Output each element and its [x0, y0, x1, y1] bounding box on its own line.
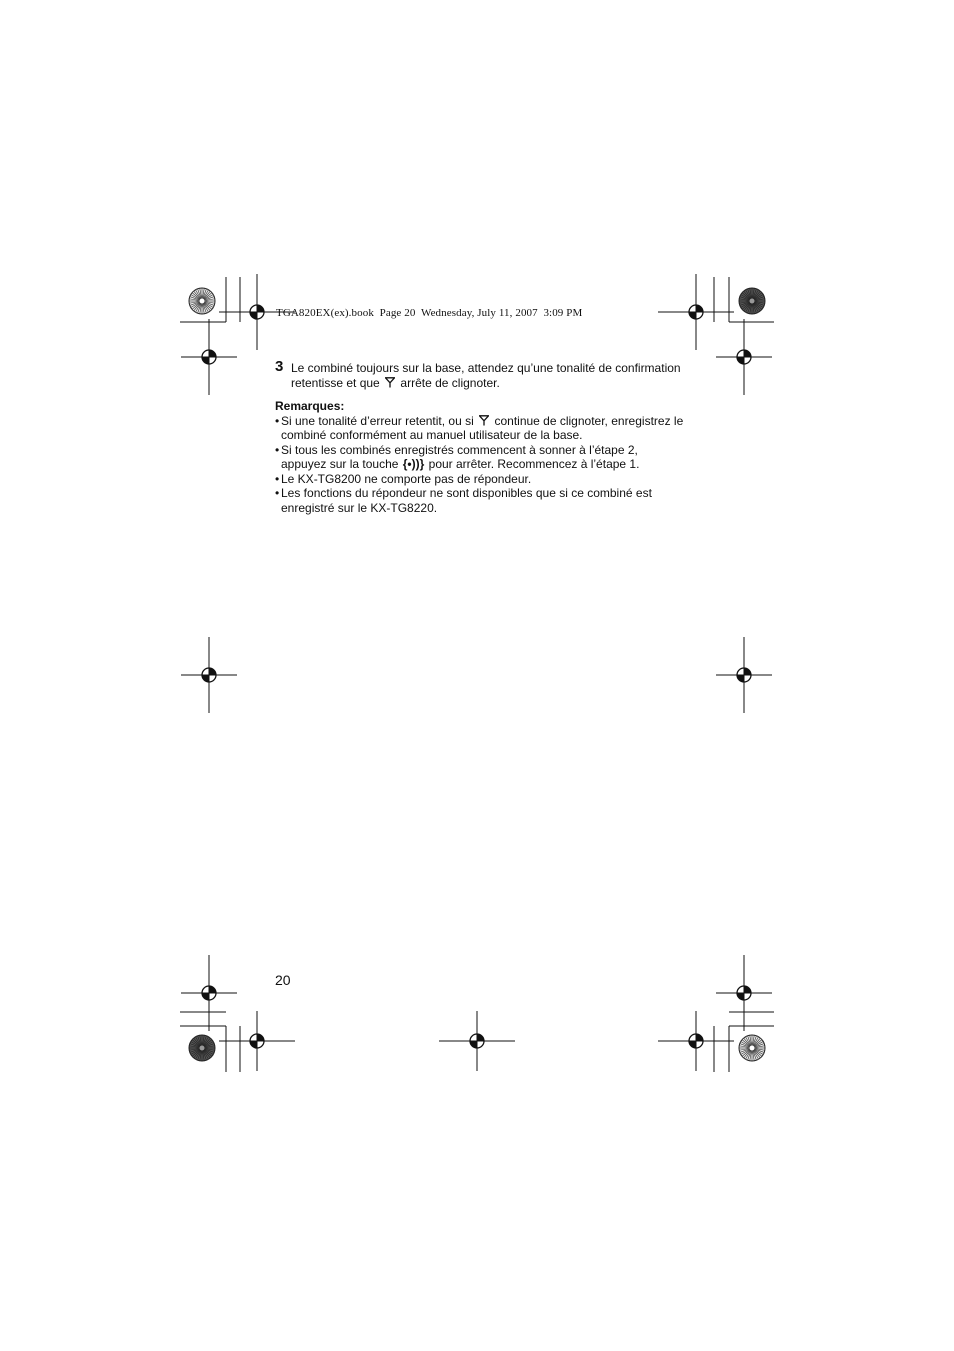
registration-mark-icon [716, 319, 772, 395]
registration-mark-icon [181, 319, 237, 395]
note-text: Le KX-TG8200 ne comporte pas de répondeur. [281, 471, 532, 486]
step-number: 3 [275, 358, 284, 375]
step-text [291, 358, 685, 390]
page-content [275, 358, 685, 515]
antenna-icon [479, 415, 489, 426]
note-text: continue de clignoter, enregistrez le combiné conformément au manuel utilisateur de la base. [281, 413, 684, 442]
registration-mark-icon [716, 637, 772, 713]
note-item [275, 472, 685, 487]
note-item [275, 443, 685, 472]
registration-mark-icon [181, 955, 237, 1031]
notes-heading: Remarques: [275, 399, 345, 413]
registration-mark-icon [439, 1011, 515, 1071]
step-3 [275, 358, 685, 390]
note-text: Les fonctions du répondeur ne sont disponibles que si ce combiné est enregistré sur le KX-TG8220. [281, 486, 652, 515]
note-text: Si une tonalité d’erreur retentit, ou si [281, 413, 474, 428]
step-text-part1: Le combiné toujours sur la base, attendez qu’une tonalité de confirmation retentisse et que [291, 361, 681, 390]
locator-key-icon: {•))} [402, 457, 425, 471]
registration-mark-icon [716, 955, 772, 1031]
note-text: pour arrêter. Recommencez à l’étape 1. [428, 457, 640, 471]
color-bar-icon [189, 1035, 215, 1061]
note-text: Si tous les combinés enregistrés commencent à sonner à l’étape 2, appuyez sur la touche [281, 442, 638, 471]
note-item [275, 486, 685, 515]
registration-mark-icon [219, 1011, 295, 1071]
antenna-icon [385, 377, 395, 388]
step-text-part2: arrête de clignoter. [400, 375, 500, 390]
page-number: 20 [275, 972, 291, 988]
book-header-line: TGA820EX(ex).book Page 20 Wednesday, July 11, 2007 3:09 PM [276, 307, 583, 319]
notes-list [275, 414, 685, 516]
registration-mark-icon [658, 1011, 734, 1071]
registration-mark-icon [658, 274, 734, 350]
color-bar-icon [189, 288, 215, 314]
color-bar-icon [739, 288, 765, 314]
note-item [275, 414, 685, 443]
color-bar-icon [739, 1035, 765, 1061]
registration-mark-icon [181, 637, 237, 713]
